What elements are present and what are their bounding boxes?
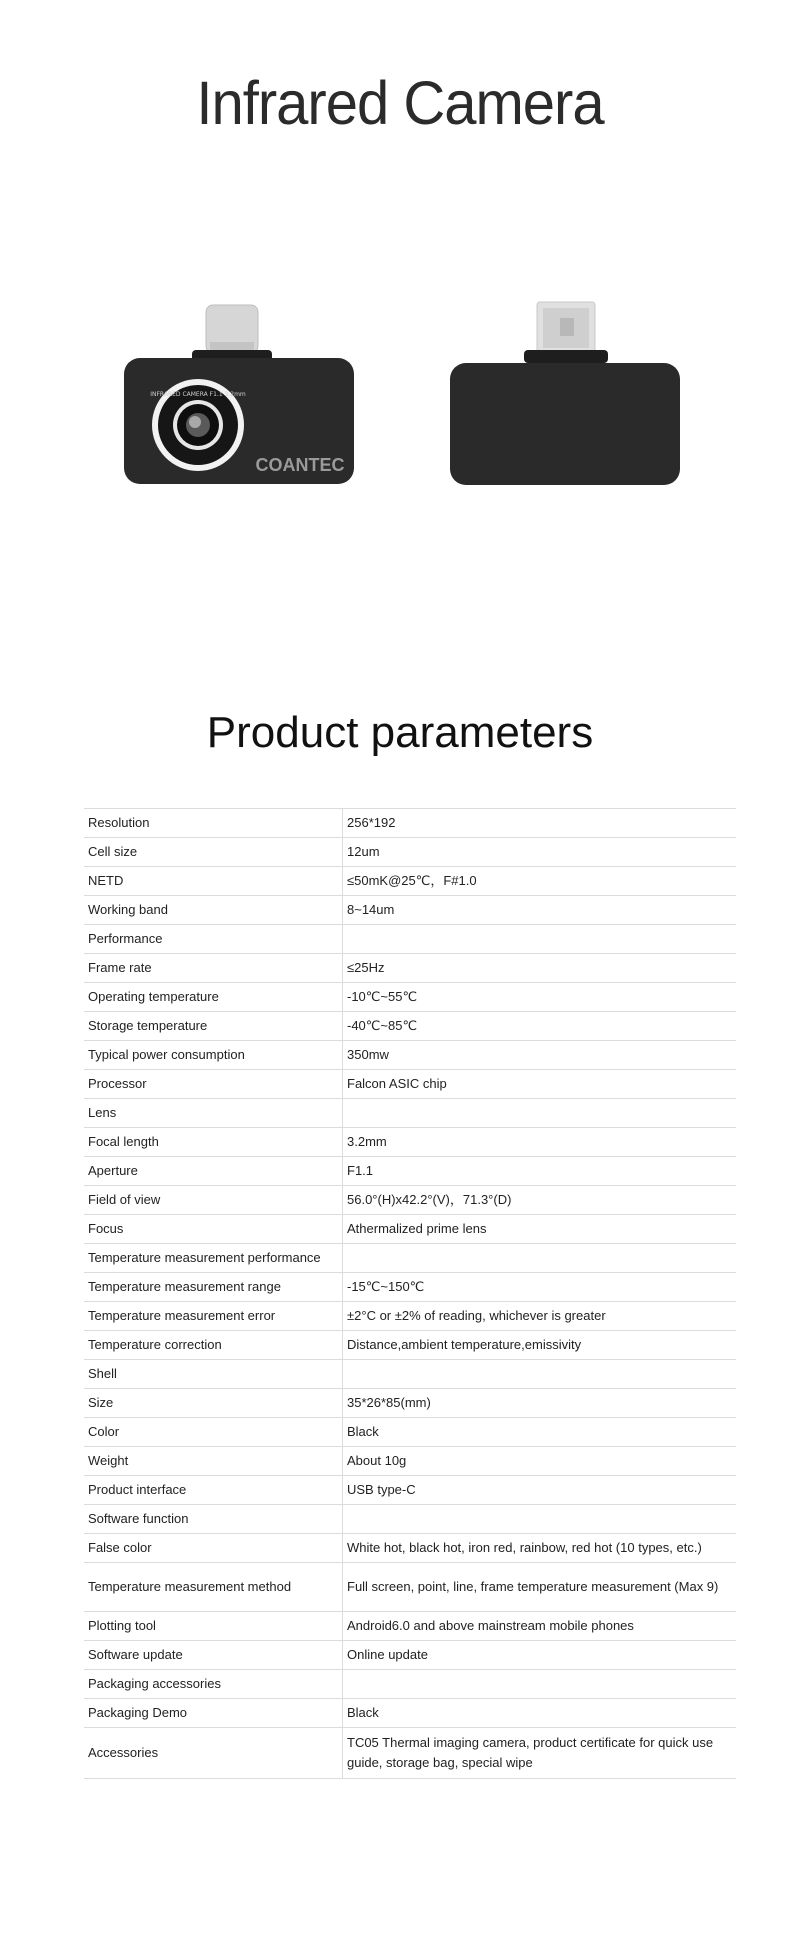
param-value: About 10g — [343, 1447, 737, 1476]
param-key: Shell — [84, 1360, 343, 1389]
param-value: ±2°C or ±2% of reading, whichever is greater — [343, 1302, 737, 1331]
table-row — [84, 1070, 736, 1099]
table-row — [84, 1302, 736, 1331]
param-key: Product interface — [84, 1476, 343, 1505]
param-key: Software update — [84, 1641, 343, 1670]
product-images — [0, 290, 800, 510]
table-row — [84, 1699, 736, 1728]
param-key: Operating temperature — [84, 983, 343, 1012]
table-row — [84, 1641, 736, 1670]
lens-ring-text: INFRARED CAMERA F1.1 3.2mm — [150, 391, 246, 398]
table-row — [84, 1728, 736, 1779]
table-row — [84, 1012, 736, 1041]
param-value: -40℃~85℃ — [343, 1012, 737, 1041]
param-value: ≤25Hz — [343, 954, 737, 983]
param-value — [343, 1505, 737, 1534]
param-value — [343, 925, 737, 954]
table-row — [84, 1244, 736, 1273]
table-row — [84, 1360, 736, 1389]
param-key: Plotting tool — [84, 1612, 343, 1641]
param-key: Typical power consumption — [84, 1041, 343, 1070]
param-value — [343, 1670, 737, 1699]
param-key: Field of view — [84, 1186, 343, 1215]
table-row — [84, 1563, 736, 1612]
param-value: -15℃~150℃ — [343, 1273, 737, 1302]
param-value: 3.2mm — [343, 1128, 737, 1157]
param-value: Distance,ambient temperature,emissivity — [343, 1331, 737, 1360]
param-value: Falcon ASIC chip — [343, 1070, 737, 1099]
param-key: Frame rate — [84, 954, 343, 983]
param-value: TC05 Thermal imaging camera, product certificate for quick use guide, storage bag, special wipe — [343, 1728, 737, 1779]
table-row — [84, 896, 736, 925]
param-value: USB type-C — [343, 1476, 737, 1505]
table-row — [84, 1157, 736, 1186]
table-row — [84, 1128, 736, 1157]
param-value: Android6.0 and above mainstream mobile phones — [343, 1612, 737, 1641]
param-value: Online update — [343, 1641, 737, 1670]
param-value: ≤50mK@25℃，F#1.0 — [343, 867, 737, 896]
param-value: 8~14um — [343, 896, 737, 925]
param-value: F1.1 — [343, 1157, 737, 1186]
table-row — [84, 1389, 736, 1418]
param-value — [343, 1244, 737, 1273]
param-value: 350mw — [343, 1041, 737, 1070]
table-row — [84, 838, 736, 867]
param-key: Aperture — [84, 1157, 343, 1186]
table-row — [84, 1418, 736, 1447]
param-key: Temperature measurement performance — [84, 1244, 343, 1273]
param-key: False color — [84, 1534, 343, 1563]
param-key: Processor — [84, 1070, 343, 1099]
table-row — [84, 1273, 736, 1302]
table-row — [84, 1670, 736, 1699]
table-row — [84, 809, 736, 838]
param-key: Temperature measurement method — [84, 1563, 343, 1612]
param-value — [343, 1099, 737, 1128]
param-key: Weight — [84, 1447, 343, 1476]
param-value: 12um — [343, 838, 737, 867]
table-row — [84, 1505, 736, 1534]
param-key: Temperature correction — [84, 1331, 343, 1360]
back-view-device — [450, 302, 680, 485]
param-key: Packaging accessories — [84, 1670, 343, 1699]
param-value: Full screen, point, line, frame temperature measurement (Max 9) — [343, 1563, 737, 1612]
param-key: Resolution — [84, 809, 343, 838]
param-value: White hot, black hot, iron red, rainbow, red hot (10 types, etc.) — [343, 1534, 737, 1563]
param-value: Black — [343, 1418, 737, 1447]
param-value: -10℃~55℃ — [343, 983, 737, 1012]
param-key: Focus — [84, 1215, 343, 1244]
param-key: Lens — [84, 1099, 343, 1128]
param-key: Focal length — [84, 1128, 343, 1157]
param-value: 35*26*85(mm) — [343, 1389, 737, 1418]
parameters-table — [84, 808, 736, 1779]
table-row — [84, 925, 736, 954]
param-key: Performance — [84, 925, 343, 954]
table-row — [84, 1041, 736, 1070]
param-key: Packaging Demo — [84, 1699, 343, 1728]
table-row — [84, 1099, 736, 1128]
param-key: Software function — [84, 1505, 343, 1534]
param-key: Color — [84, 1418, 343, 1447]
section-title: Product parameters — [206, 708, 594, 757]
table-row — [84, 867, 736, 896]
table-row — [84, 954, 736, 983]
table-row — [84, 983, 736, 1012]
table-row — [84, 1447, 736, 1476]
table-row — [84, 1534, 736, 1563]
param-value: 56.0°(H)x42.2°(V)，71.3°(D) — [343, 1186, 737, 1215]
param-value: Black — [343, 1699, 737, 1728]
param-key: Cell size — [84, 838, 343, 867]
product-illustration — [0, 290, 800, 510]
page-title: Infrared Camera — [196, 69, 604, 138]
table-row — [84, 1612, 736, 1641]
table-row — [84, 1186, 736, 1215]
table-row — [84, 1476, 736, 1505]
param-value — [343, 1360, 737, 1389]
brand-logo: COANTEC — [255, 455, 345, 475]
param-value: 256*192 — [343, 809, 737, 838]
param-key: Working band — [84, 896, 343, 925]
param-key: Temperature measurement range — [84, 1273, 343, 1302]
table-row — [84, 1215, 736, 1244]
param-key: NETD — [84, 867, 343, 896]
table-row — [84, 1331, 736, 1360]
param-key: Accessories — [84, 1728, 343, 1779]
front-view-device — [124, 305, 354, 484]
param-key: Temperature measurement error — [84, 1302, 343, 1331]
param-key: Size — [84, 1389, 343, 1418]
param-key: Storage temperature — [84, 1012, 343, 1041]
param-value: Athermalized prime lens — [343, 1215, 737, 1244]
